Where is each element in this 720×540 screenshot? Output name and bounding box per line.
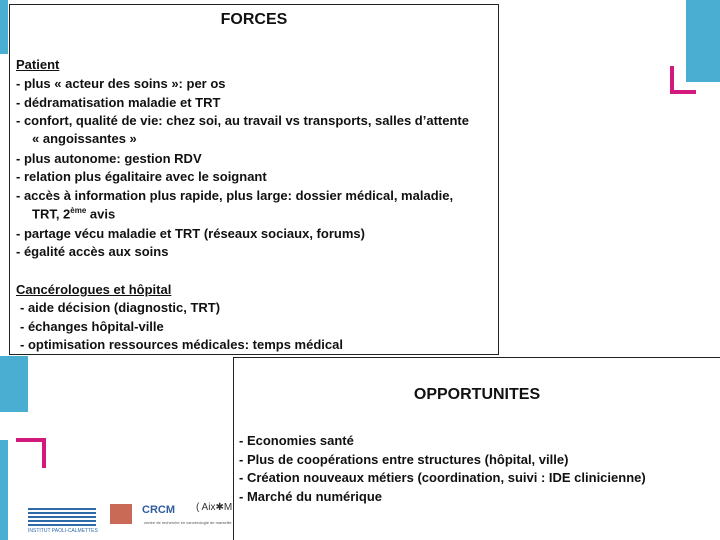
onco-item: - aide décision (diagnostic, TRT) [20, 300, 221, 315]
decor-bracket-top-right [670, 66, 696, 94]
opportunities-box [233, 357, 720, 540]
patient-item: - dédramatisation maladie et TRT [16, 95, 221, 110]
amu-logo: ( Aix✱M [196, 502, 233, 513]
onco-heading: Cancérologues et hôpital [16, 282, 172, 297]
partner-logos [28, 498, 233, 540]
patient-item: « angoissantes » [32, 131, 137, 146]
crcm-logo: CRCM [142, 504, 175, 516]
opportunities-title: OPPORTUNITES [413, 386, 541, 403]
decor-bar-mid-left [0, 356, 28, 412]
patient-item: - égalité accès aux soins [16, 244, 169, 259]
patient-item: - confort, qualité de vie: chez soi, au travail vs transports, salles d’attente [16, 113, 469, 128]
decor-bracket-bottom-left [16, 438, 46, 468]
onco-item: - échanges hôpital-ville [20, 319, 164, 334]
opportunity-item: - Plus de coopérations entre structures (hôpital, ville) [239, 452, 569, 467]
patient-item: - plus « acteur des soins »: per os [16, 76, 226, 91]
ipc-logo: INSTITUT PAOLI-CALMETTES [28, 502, 108, 538]
forces-box [9, 4, 499, 355]
patient-heading: Patient [16, 57, 60, 72]
crcm-logo-subtitle: centre de recherche en cancérologie de marseille [144, 520, 232, 525]
opportunity-item: - Marché du numérique [239, 489, 383, 504]
patient-item: - relation plus égalitaire avec le soignant [16, 169, 267, 184]
onco-item: - optimisation ressources médicales: temps médical [20, 337, 343, 352]
opportunity-item: - Création nouveaux métiers (coordination, suivi : IDE clinicienne) [239, 470, 646, 485]
patient-item: - accès à information plus rapide, plus large: dossier médical, maladie, [16, 188, 454, 203]
decor-bar-top-left [0, 0, 8, 54]
forces-title: FORCES [220, 11, 288, 28]
decor-bar-bottom-left [0, 440, 8, 540]
patient-item: - partage vécu maladie et TRT (réseaux sociaux, forums) [16, 226, 365, 241]
opportunity-item: - Economies santé [239, 433, 354, 448]
patient-item: - plus autonome: gestion RDV [16, 151, 202, 166]
patient-item: TRT, 2ème avis [32, 206, 116, 222]
red-logo-icon [110, 504, 132, 524]
